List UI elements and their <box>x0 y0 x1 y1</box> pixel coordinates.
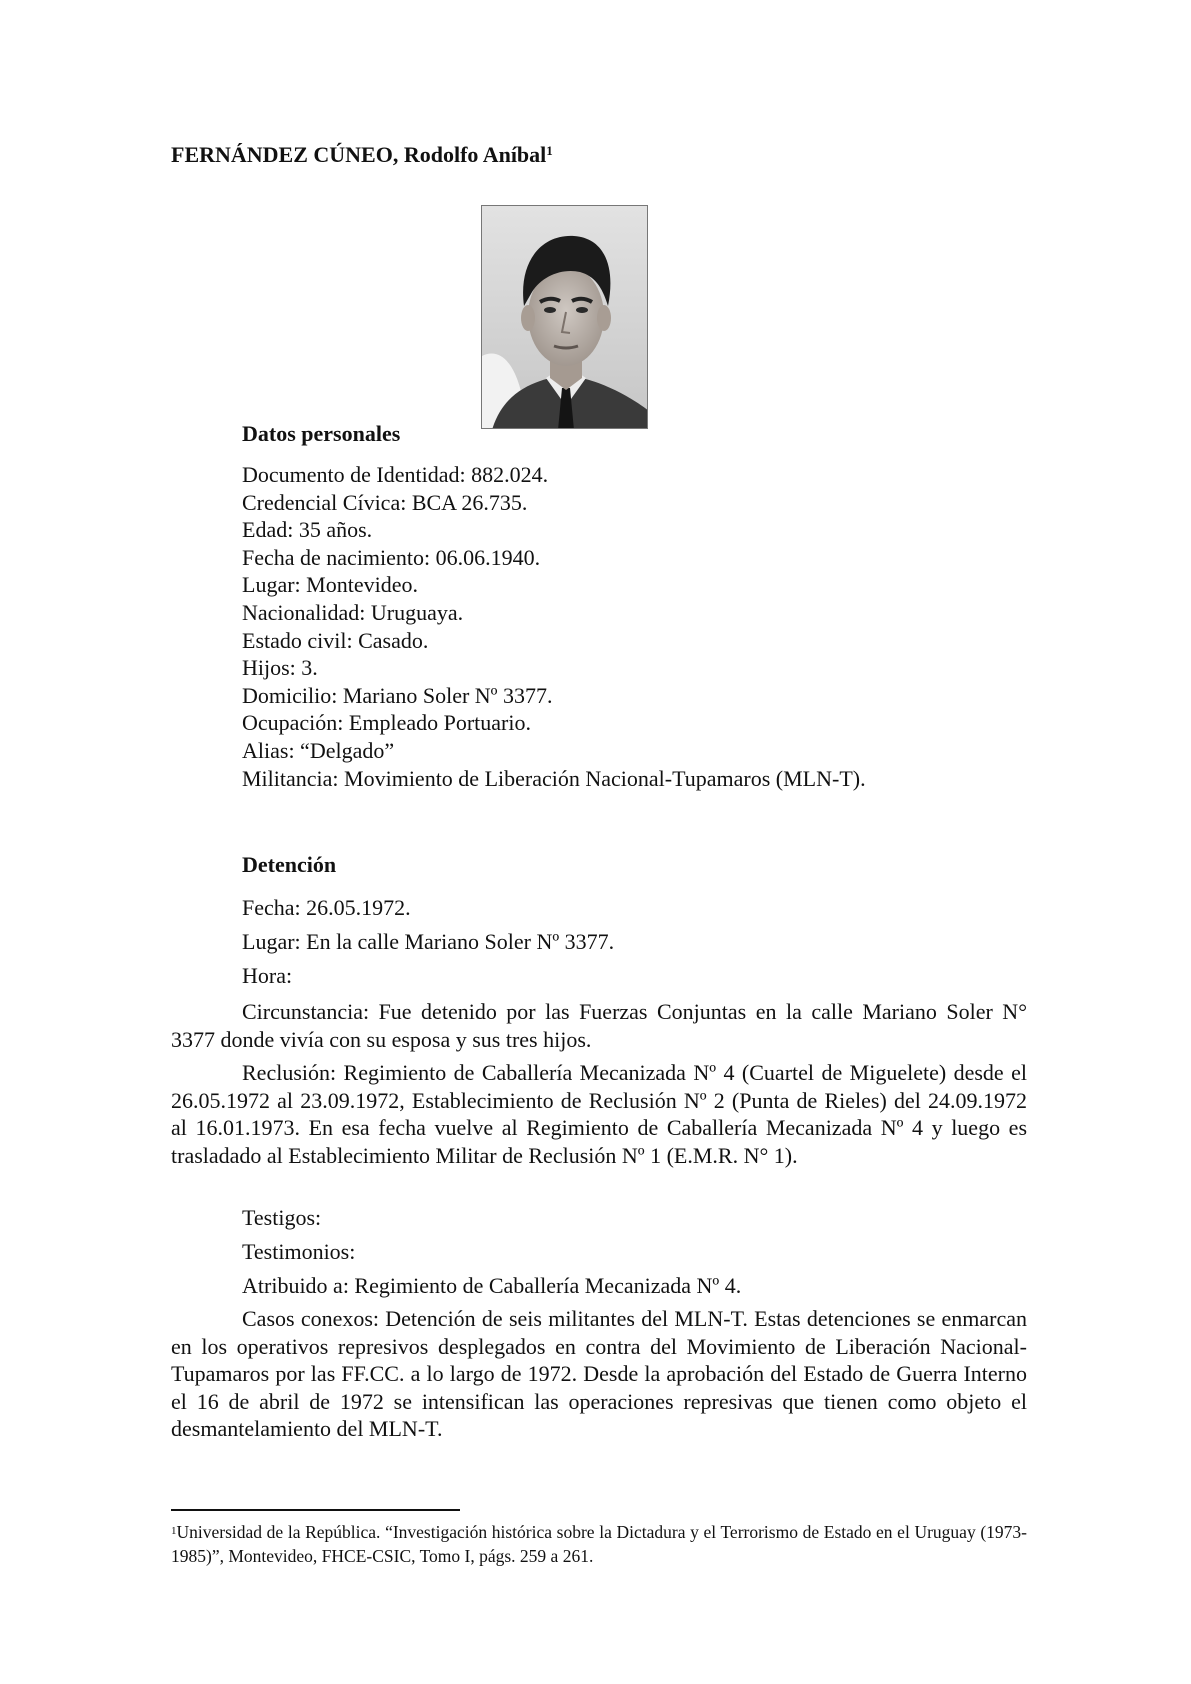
personal-line-children: Hijos: 3. <box>242 655 318 681</box>
section-heading-detention: Detención <box>242 852 337 877</box>
detention-related-cases: Casos conexos: Detención de seis militantes del MLN-T. Estas detenciones se enmarcan en los operativos represivos desplegados en contra del Movimiento de Liberación Nacional- Tupamaros por las FF.CC. a lo largo de 1972. Desde la aprobación del Estado de Guerra Interno el 16 de abril de 1972 se intensifican las operaciones represivas que tienen como objeto el desmantelamiento del MLN-T. <box>171 1306 1027 1441</box>
detention-place: Lugar: En la calle Mariano Soler Nº 3377. <box>242 929 615 954</box>
personal-line-credential: Credencial Cívica: BCA 26.735. <box>242 489 528 515</box>
detention-witnesses: Testigos: <box>242 1205 322 1230</box>
footnote-number: 1 <box>171 1525 177 1537</box>
detention-imprisonment: Reclusión: Regimiento de Caballería Mecanizada Nº 4 (Cuartel de Miguelete) desde el 26.05.1972 al 23.09.1972, Establecimiento de Reclusión Nº 2 (Punta de Rieles) del 24.09.1972 al 16.01.1973. En esa fecha vuelve al Regimiento de Caballería Mecanizada Nº 4 y luego es trasladado al Establecimiento Militar de Reclusión Nº 1 (E.M.R. N° 1). <box>171 1060 1027 1168</box>
personal-data-list <box>242 461 866 792</box>
detention-date: Fecha: 26.05.1972. <box>242 895 411 920</box>
detention-time: Hora: <box>242 963 293 988</box>
personal-line-militancy: Militancia: Movimiento de Liberación Nacional-Tupamaros (MLN-T). <box>242 765 866 791</box>
personal-line-civil-status: Estado civil: Casado. <box>242 627 429 653</box>
portrait-photo <box>481 205 648 429</box>
portrait-drawing <box>482 206 648 429</box>
section-heading-personal: Datos personales <box>242 421 401 446</box>
footnote <box>171 1520 1027 1568</box>
page-title <box>171 140 553 170</box>
detention-attributed: Atribuido a: Regimiento de Caballería Mecanizada Nº 4. <box>242 1273 742 1298</box>
personal-line-nationality: Nacionalidad: Uruguaya. <box>242 599 464 625</box>
footnote-separator <box>171 1509 460 1511</box>
personal-line-age: Edad: 35 años. <box>242 517 373 543</box>
personal-line-alias: Alias: “Delgado” <box>242 737 395 763</box>
footnote-marker: 1 <box>546 143 553 158</box>
detention-testimonies: Testimonios: <box>242 1239 356 1264</box>
person-name: FERNÁNDEZ CÚNEO, Rodolfo Aníbal <box>171 142 547 167</box>
footnote-text: Universidad de la República. “Investigación histórica sobre la Dictadura y el Terrorismo de Estado en el Uruguay (1973-1985)”, Montevideo, FHCE-CSIC, Tomo I, págs. 259 a 261. <box>171 1522 1027 1566</box>
personal-line-occupation: Ocupación: Empleado Portuario. <box>242 710 531 736</box>
personal-line-birthplace: Lugar: Montevideo. <box>242 572 418 598</box>
personal-line-address: Domicilio: Mariano Soler Nº 3377. <box>242 682 553 708</box>
personal-line-id: Documento de Identidad: 882.024. <box>242 462 549 487</box>
detention-circumstance: Circunstancia: Fue detenido por las Fuerzas Conjuntas en la calle Mariano Soler N° 3377 donde vivía con su esposa y sus tres hijos. <box>171 999 1027 1052</box>
personal-line-birthdate: Fecha de nacimiento: 06.06.1940. <box>242 544 541 570</box>
